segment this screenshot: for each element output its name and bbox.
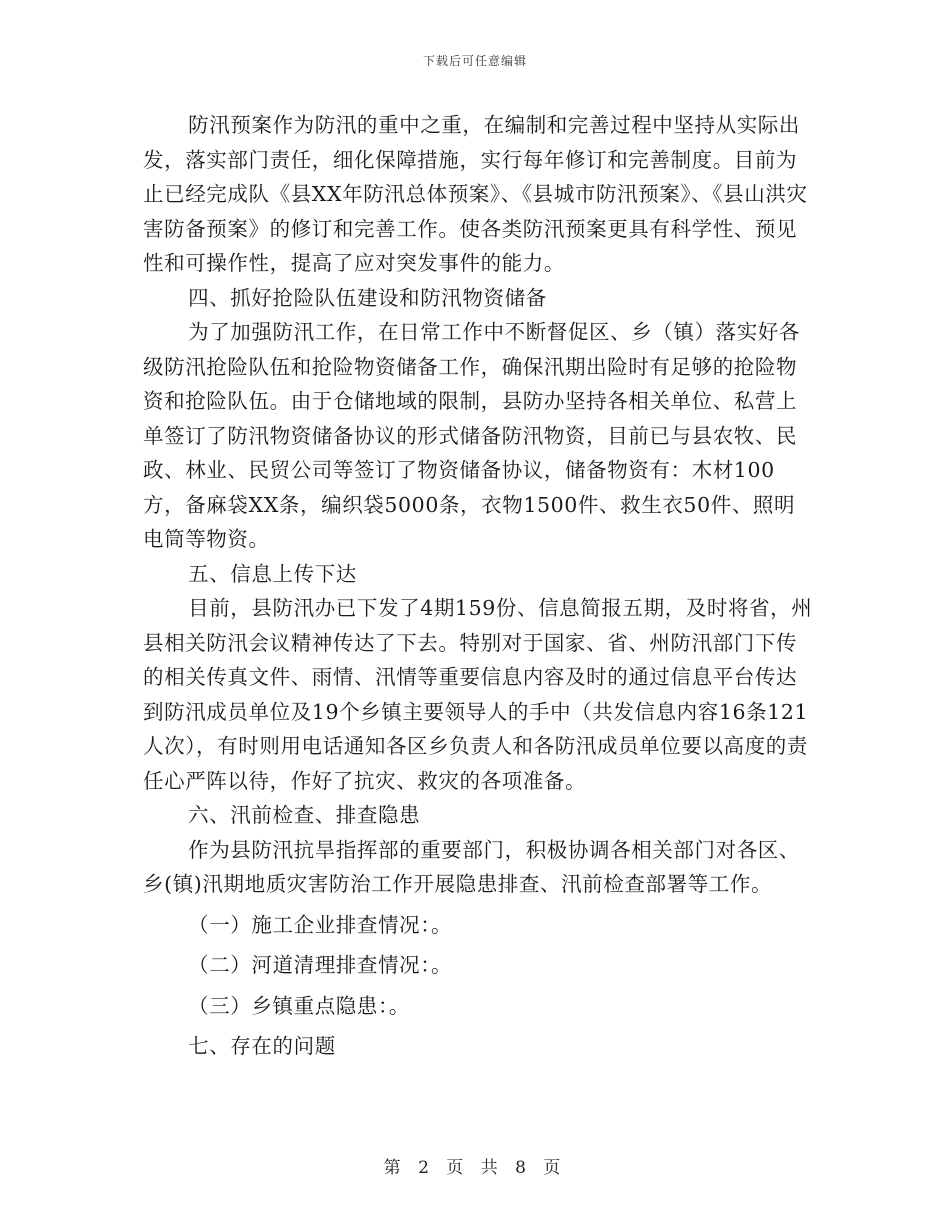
paragraph-inspection: 作为县防汛抗旱指挥部的重要部门，积极协调各相关部门对各区、乡(镇)汛期地质灾害防治工作开展隐患排查、汛前检查部署等工作。: [143, 837, 800, 896]
sub-item-1: （一）施工企业排查情况：。: [188, 912, 453, 937]
document-body: [143, 108, 813, 1064]
section-heading-7: 七、存在的问题: [188, 1034, 336, 1058]
page-header: 下载后可任意编辑: [422, 54, 527, 68]
paragraph-information: 目前，县防汛办已下发了4期159份、信息简报五期，及时将省，州县相关防汛会议精神传达了下去。特别对于国家、省、州防汛部门下传的相关传真文件、雨情、汛情等重要信息内容及时的通过信息平台传达到防汛成员单位及19个乡镇主要领导人的手中（共发信息内容16条121人次），有时则用电话通知各区乡负责人和各防汛成员单位要以高度的责任心严阵以待，作好了抗灾、救灾的各项准备。: [143, 596, 813, 793]
section-heading-4: 四、抓好抢险队伍建设和防汛物资储备: [188, 285, 547, 310]
page-footer: 第 2 页 共 8 页: [383, 1158, 567, 1178]
paragraph-supplies: 为了加强防汛工作，在日常工作中不断督促区、乡（镇）落实好各级防汛抢险队伍和抢险物资储备工作，确保汛期出险时有足够的抢险物资和抢险队伍。由于仓储地域的限制，县防办坚持各相关单位、私营上单签订了防汛物资储备协议的形式储备防汛物资，目前已与县农牧、民政、林业、民贸公司等签订了物资储备协议，储备物资有：木材100方，备麻袋XX条，编织袋5000条，衣物1500件、救生衣50件、照明电筒等物资。: [143, 320, 800, 551]
sub-item-3: （三）乡镇重点隐患：。: [188, 993, 410, 1018]
section-heading-5: 五、信息上传下达: [188, 561, 357, 586]
sub-item-2: （二）河道清理排查情况：。: [188, 953, 453, 977]
paragraph-plan: 防汛预案作为防汛的重中之重，在编制和完善过程中坚持从实际出发，落实部门责任，细化保障措施，实行每年修订和完善制度。目前为止已经完成队《县XX年防汛总体预案》、《县城市防汛预案》、《县山洪灾害防备预案》的修订和完善工作。使各类防汛预案更具有科学性、预见性和可操作性，提高了应对突发事件的能力。: [143, 113, 808, 275]
section-heading-6: 六、汛前检查、排查隐患: [188, 803, 421, 827]
